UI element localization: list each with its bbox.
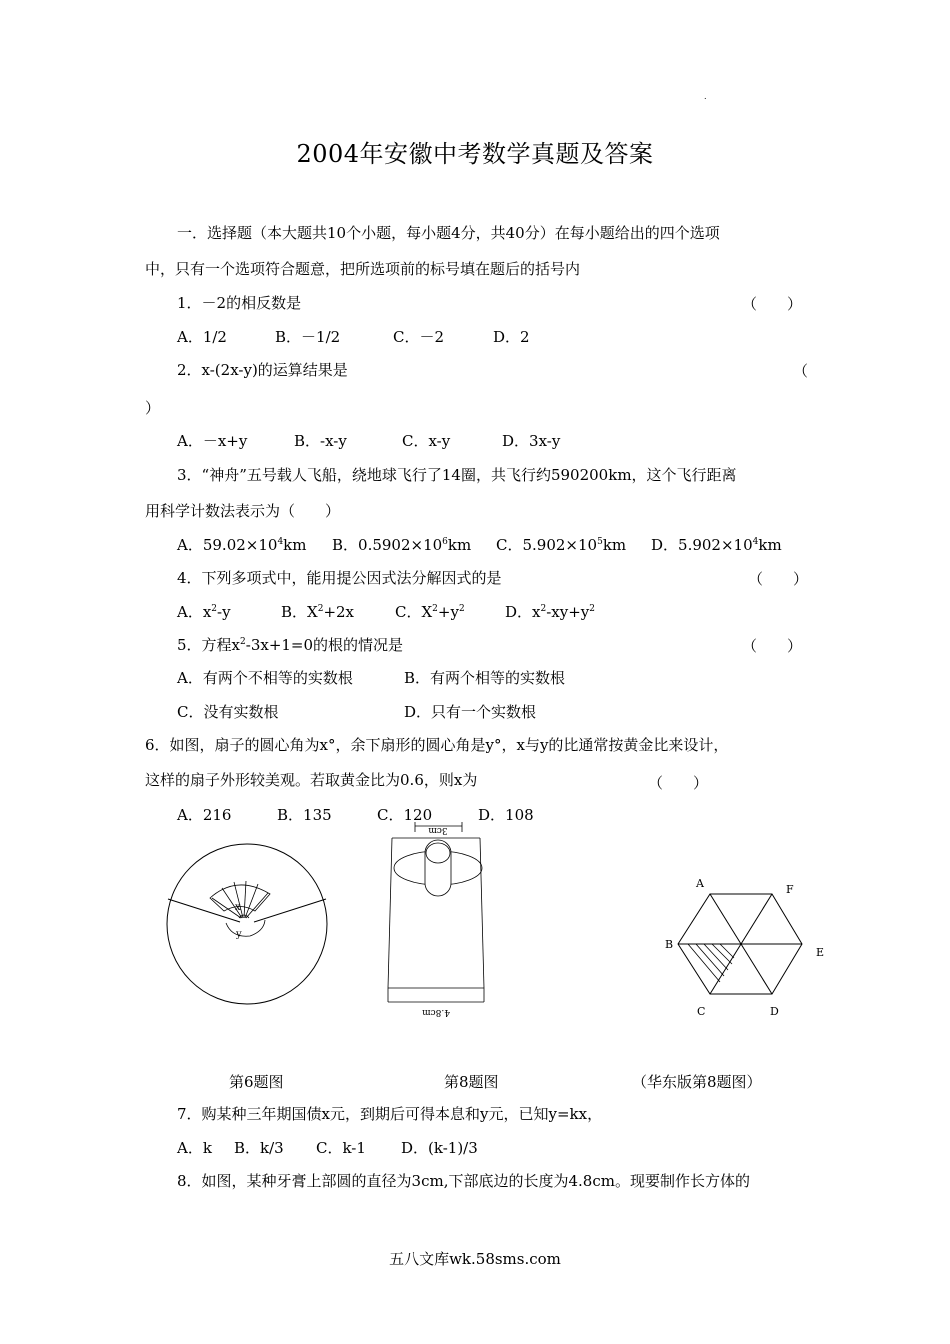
section-intro-line2: 中，只有一个选项符合题意，把所选项前的标号填在题后的括号内 bbox=[145, 260, 581, 278]
q7-options bbox=[177, 1138, 478, 1158]
q7-option-c: C．k-1 bbox=[316, 1139, 366, 1157]
q4-option-c: C．$X^2+y^2$ bbox=[395, 603, 465, 621]
q2-option-b: B．-x-y bbox=[294, 432, 347, 450]
fan-label-x: x bbox=[235, 902, 241, 913]
q7-option-b: B．k/3 bbox=[234, 1139, 284, 1157]
fan-label-y: y bbox=[236, 929, 242, 940]
q6-option-a: A．216 bbox=[177, 806, 232, 824]
q6-line2: 这样的扇子外形较美观。若取黄金比为0.6，则x为 bbox=[145, 771, 478, 789]
q2-option-d: D．3x-y bbox=[502, 432, 561, 450]
fan-figure bbox=[160, 836, 335, 1016]
q3-option-c: C．$5.902\times 10^5km$ bbox=[496, 536, 627, 554]
q7-option-d: D．(k-1)/3 bbox=[401, 1139, 478, 1157]
q3-line2: 用科学计数法表示为（ ） bbox=[145, 502, 341, 520]
q2-options bbox=[177, 431, 560, 451]
hex-caption: （华东版第8题图） bbox=[632, 1073, 762, 1091]
footer-source: 五八文库wk.58sms.com bbox=[389, 1250, 561, 1268]
q1-option-d: D．2 bbox=[493, 328, 530, 346]
toothpaste-top-label: 3cm bbox=[428, 825, 448, 835]
q1-option-c: C．－2 bbox=[393, 328, 445, 346]
q6-line1: 6．如图，扇子的圆心角为x°，余下扇形的圆心角是y°，x与y的比通常按黄金比来设计， bbox=[145, 736, 729, 754]
hex-label-f: F bbox=[786, 883, 794, 896]
q5-options-row2 bbox=[177, 702, 536, 722]
q8-text: 8．如图，某种牙膏上部圆的直径为3cm,下部底边的长度为4.8cm。现要制作长方体的 bbox=[177, 1172, 750, 1190]
fig6-caption: 第6题图 bbox=[229, 1073, 284, 1091]
q1-options bbox=[177, 327, 530, 347]
q5-text: 5．方程$x^2-3x+1=0$的根的情况是 bbox=[177, 636, 404, 654]
q1-answer-paren: （ ） bbox=[742, 295, 803, 313]
q6-option-d: D．108 bbox=[478, 806, 534, 824]
q3-options bbox=[177, 535, 782, 555]
q5-option-a: A．有两个不相等的实数根 bbox=[177, 669, 353, 687]
q5-answer-paren: （ ） bbox=[742, 637, 803, 655]
q6-option-c: C．120 bbox=[377, 806, 433, 824]
q1-option-b: B．－1/2 bbox=[275, 328, 341, 346]
q6-option-b: B．135 bbox=[277, 806, 332, 824]
hex-label-e: E bbox=[816, 946, 825, 959]
hex-label-d: D bbox=[770, 1005, 779, 1018]
q2-option-a: A．－x+y bbox=[177, 432, 248, 450]
q1-text: 1．－2的相反数是 bbox=[177, 294, 302, 312]
q3-line1: 3．“神舟”五号载人飞船，绕地球飞行了14圈，共飞行约590200km，这个飞行距离 bbox=[177, 466, 737, 484]
q7-option-a: A．k bbox=[177, 1139, 212, 1157]
q3-option-b: B．$0.5902\times 10^6km$ bbox=[332, 536, 472, 554]
q2-option-c: C．x-y bbox=[402, 432, 451, 450]
hex-label-a: A bbox=[696, 877, 704, 890]
q4-answer-paren: （ ） bbox=[748, 570, 809, 588]
q1-option-a: A．1/2 bbox=[177, 328, 227, 346]
toothpaste-figure bbox=[380, 818, 490, 1018]
q7-text: 7．购某种三年期国债x元，到期后可得本息和y元，已知y=kx， bbox=[177, 1105, 603, 1123]
q4-option-d: D．$x^2-xy+y^2$ bbox=[505, 603, 596, 621]
header-dot: . bbox=[704, 92, 707, 101]
hex-label-c: C bbox=[697, 1005, 706, 1018]
q2-paren-open: （ bbox=[793, 362, 809, 380]
q5-option-d: D．只有一个实数根 bbox=[404, 703, 537, 721]
q4-option-a: A．$x^2-y$ bbox=[177, 603, 231, 621]
q5-options-row1 bbox=[177, 668, 565, 688]
q5-option-c: C．没有实数根 bbox=[177, 703, 279, 721]
q3-option-a: A．$59.02\times 10^4km$ bbox=[177, 536, 307, 554]
hexagon-figure bbox=[660, 872, 830, 1022]
q4-option-b: B．$X^2+2x$ bbox=[281, 603, 355, 621]
q2-paren-close: ） bbox=[145, 399, 161, 417]
q2-text: 2．x-(2x-y)的运算结果是 bbox=[177, 361, 348, 379]
q3-option-d: D．$5.902\times 10^4km$ bbox=[651, 536, 782, 554]
section-intro-line1: 一．选择题（本大题共10个小题，每小题4分，共40分）在每小题给出的四个选项 bbox=[177, 224, 720, 242]
page-title: 2004年安徽中考数学真题及答案 bbox=[296, 140, 654, 168]
toothpaste-bottom-label: 4.8cm bbox=[422, 1007, 450, 1017]
hex-label-b: B bbox=[665, 938, 674, 951]
q6-answer-paren: （ ） bbox=[648, 774, 709, 792]
q4-text: 4．下列多项式中，能用提公因式法分解因式的是 bbox=[177, 569, 502, 587]
q5-option-b: B．有两个相等的实数根 bbox=[404, 669, 566, 687]
fig8-caption: 第8题图 bbox=[444, 1073, 499, 1091]
q4-options bbox=[177, 602, 595, 622]
